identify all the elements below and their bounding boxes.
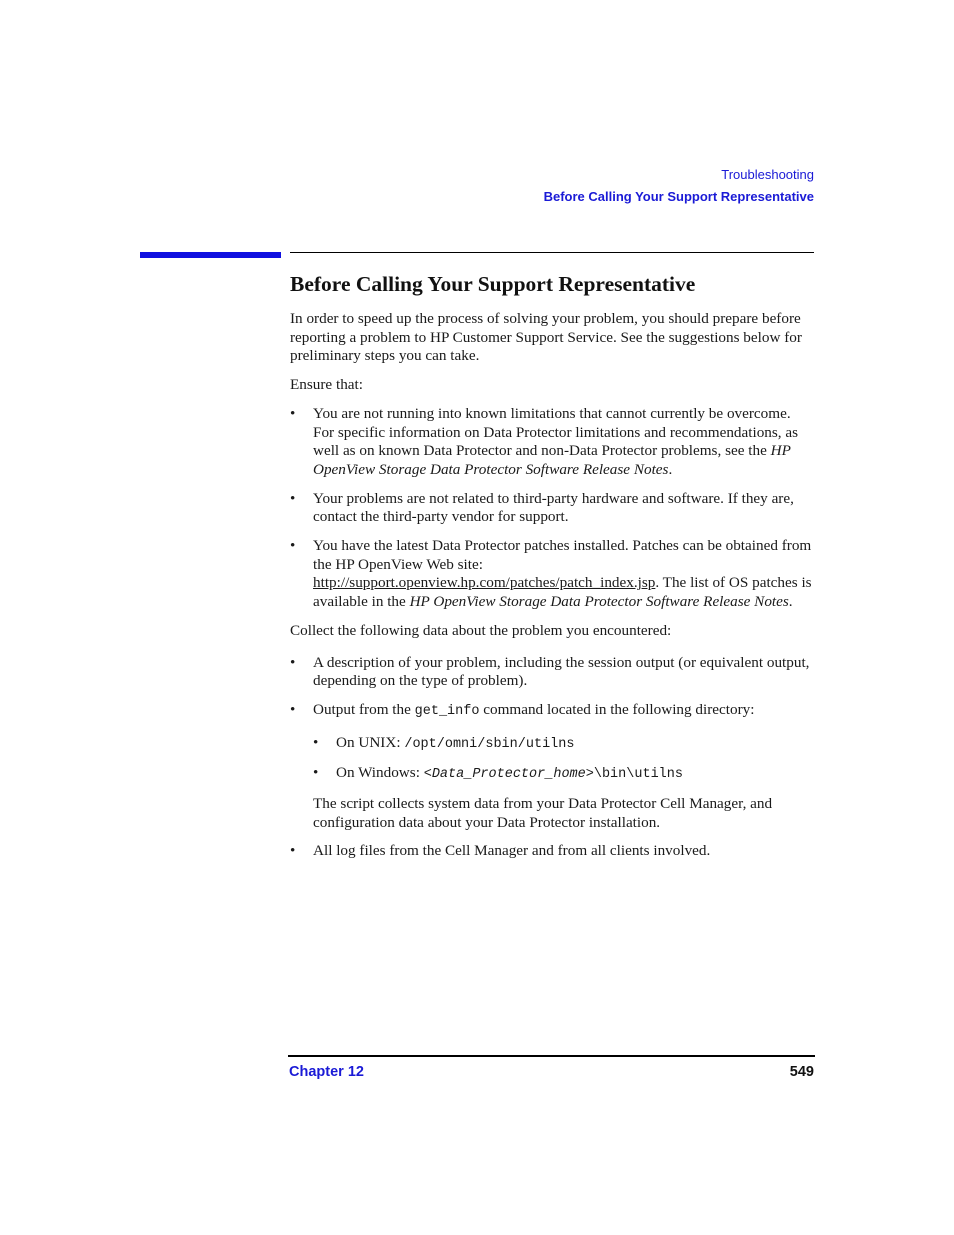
- collect-label: Collect the following data about the problem you encountered:: [290, 621, 672, 639]
- item-text: You have the latest Data Protector patches installed. Patches can be obtained from the HP OpenView Web site:: [313, 537, 812, 573]
- patches-link[interactable]: http://support.openview.hp.com/patches/patch_index.jsp: [313, 574, 656, 592]
- bottom-divider: [288, 1055, 815, 1057]
- windows-variable: <Data_Protector_home>: [423, 767, 594, 783]
- item-text: All log files from the Cell Manager and from all clients involved.: [313, 842, 711, 860]
- item-text: Output from the: [313, 700, 415, 718]
- item-text: You are not running into known limitations that cannot currently be overcome. For specific information on Data Protector limitations and recommendations, as well as on known Data Protector and non-Data Protector problems, see the: [313, 404, 799, 460]
- unix-label: On UNIX:: [336, 733, 405, 751]
- bullet-glyph: •: [290, 489, 296, 507]
- bullet-glyph: •: [290, 842, 296, 860]
- command-name: get_info: [414, 703, 480, 719]
- bullet-glyph: •: [290, 700, 296, 718]
- bullet-glyph: •: [290, 537, 296, 555]
- unix-path: /opt/omni/sbin/utilns: [404, 736, 575, 752]
- list-item: [290, 842, 814, 861]
- running-head-subsection: Before Calling Your Support Representative: [543, 189, 814, 204]
- windows-path: \bin\utilns: [593, 767, 683, 783]
- list-item: [313, 764, 814, 785]
- footer-page-number: 549: [789, 1064, 814, 1080]
- bullet-glyph: •: [313, 764, 319, 782]
- windows-label: On Windows:: [336, 764, 424, 782]
- doc-title: HP OpenView Storage Data Protector Software Release Notes: [313, 442, 791, 478]
- item-text-mid: . The list of OS patches is available in the: [313, 574, 812, 611]
- bullet-glyph: •: [290, 653, 296, 671]
- ensure-label: Ensure that:: [290, 376, 363, 394]
- list-item: [290, 537, 814, 612]
- page-title: Before Calling Your Support Representative: [290, 272, 696, 296]
- doc-title: HP OpenView Storage Data Protector Software Release Notes: [409, 593, 789, 611]
- top-divider: [290, 252, 814, 253]
- running-head-section: Troubleshooting: [721, 167, 814, 182]
- footer-chapter: Chapter 12: [289, 1064, 364, 1080]
- collect-list: [290, 654, 814, 862]
- item-end: .: [668, 460, 673, 478]
- script-note: The script collects system data from your Data Protector Cell Manager, and configuration data about your Data Protector installation.: [313, 795, 773, 831]
- item-text-post: command located in the following directory:: [479, 700, 755, 718]
- list-item: [290, 701, 814, 833]
- list-item: [313, 734, 814, 755]
- bullet-glyph: •: [313, 733, 319, 751]
- bullet-glyph: •: [290, 404, 296, 422]
- list-item: [290, 490, 814, 527]
- ensure-list: [290, 405, 814, 612]
- main-content: [290, 270, 814, 871]
- directory-list: [313, 734, 814, 785]
- list-item: [290, 405, 814, 480]
- list-item: [290, 654, 814, 691]
- item-text: Your problems are not related to third-party hardware and software. If they are, contact the third-party vendor for support.: [313, 489, 794, 526]
- intro-paragraph: In order to speed up the process of solving your problem, you should prepare before reporting a problem to HP Customer Support Service. See the suggestions below for preliminary steps you can take.: [290, 310, 802, 365]
- section-marker-bar: [140, 252, 281, 258]
- item-end: .: [788, 593, 793, 611]
- item-text: A description of your problem, including the session output (or equivalent output, depending on the type of problem).: [313, 653, 810, 690]
